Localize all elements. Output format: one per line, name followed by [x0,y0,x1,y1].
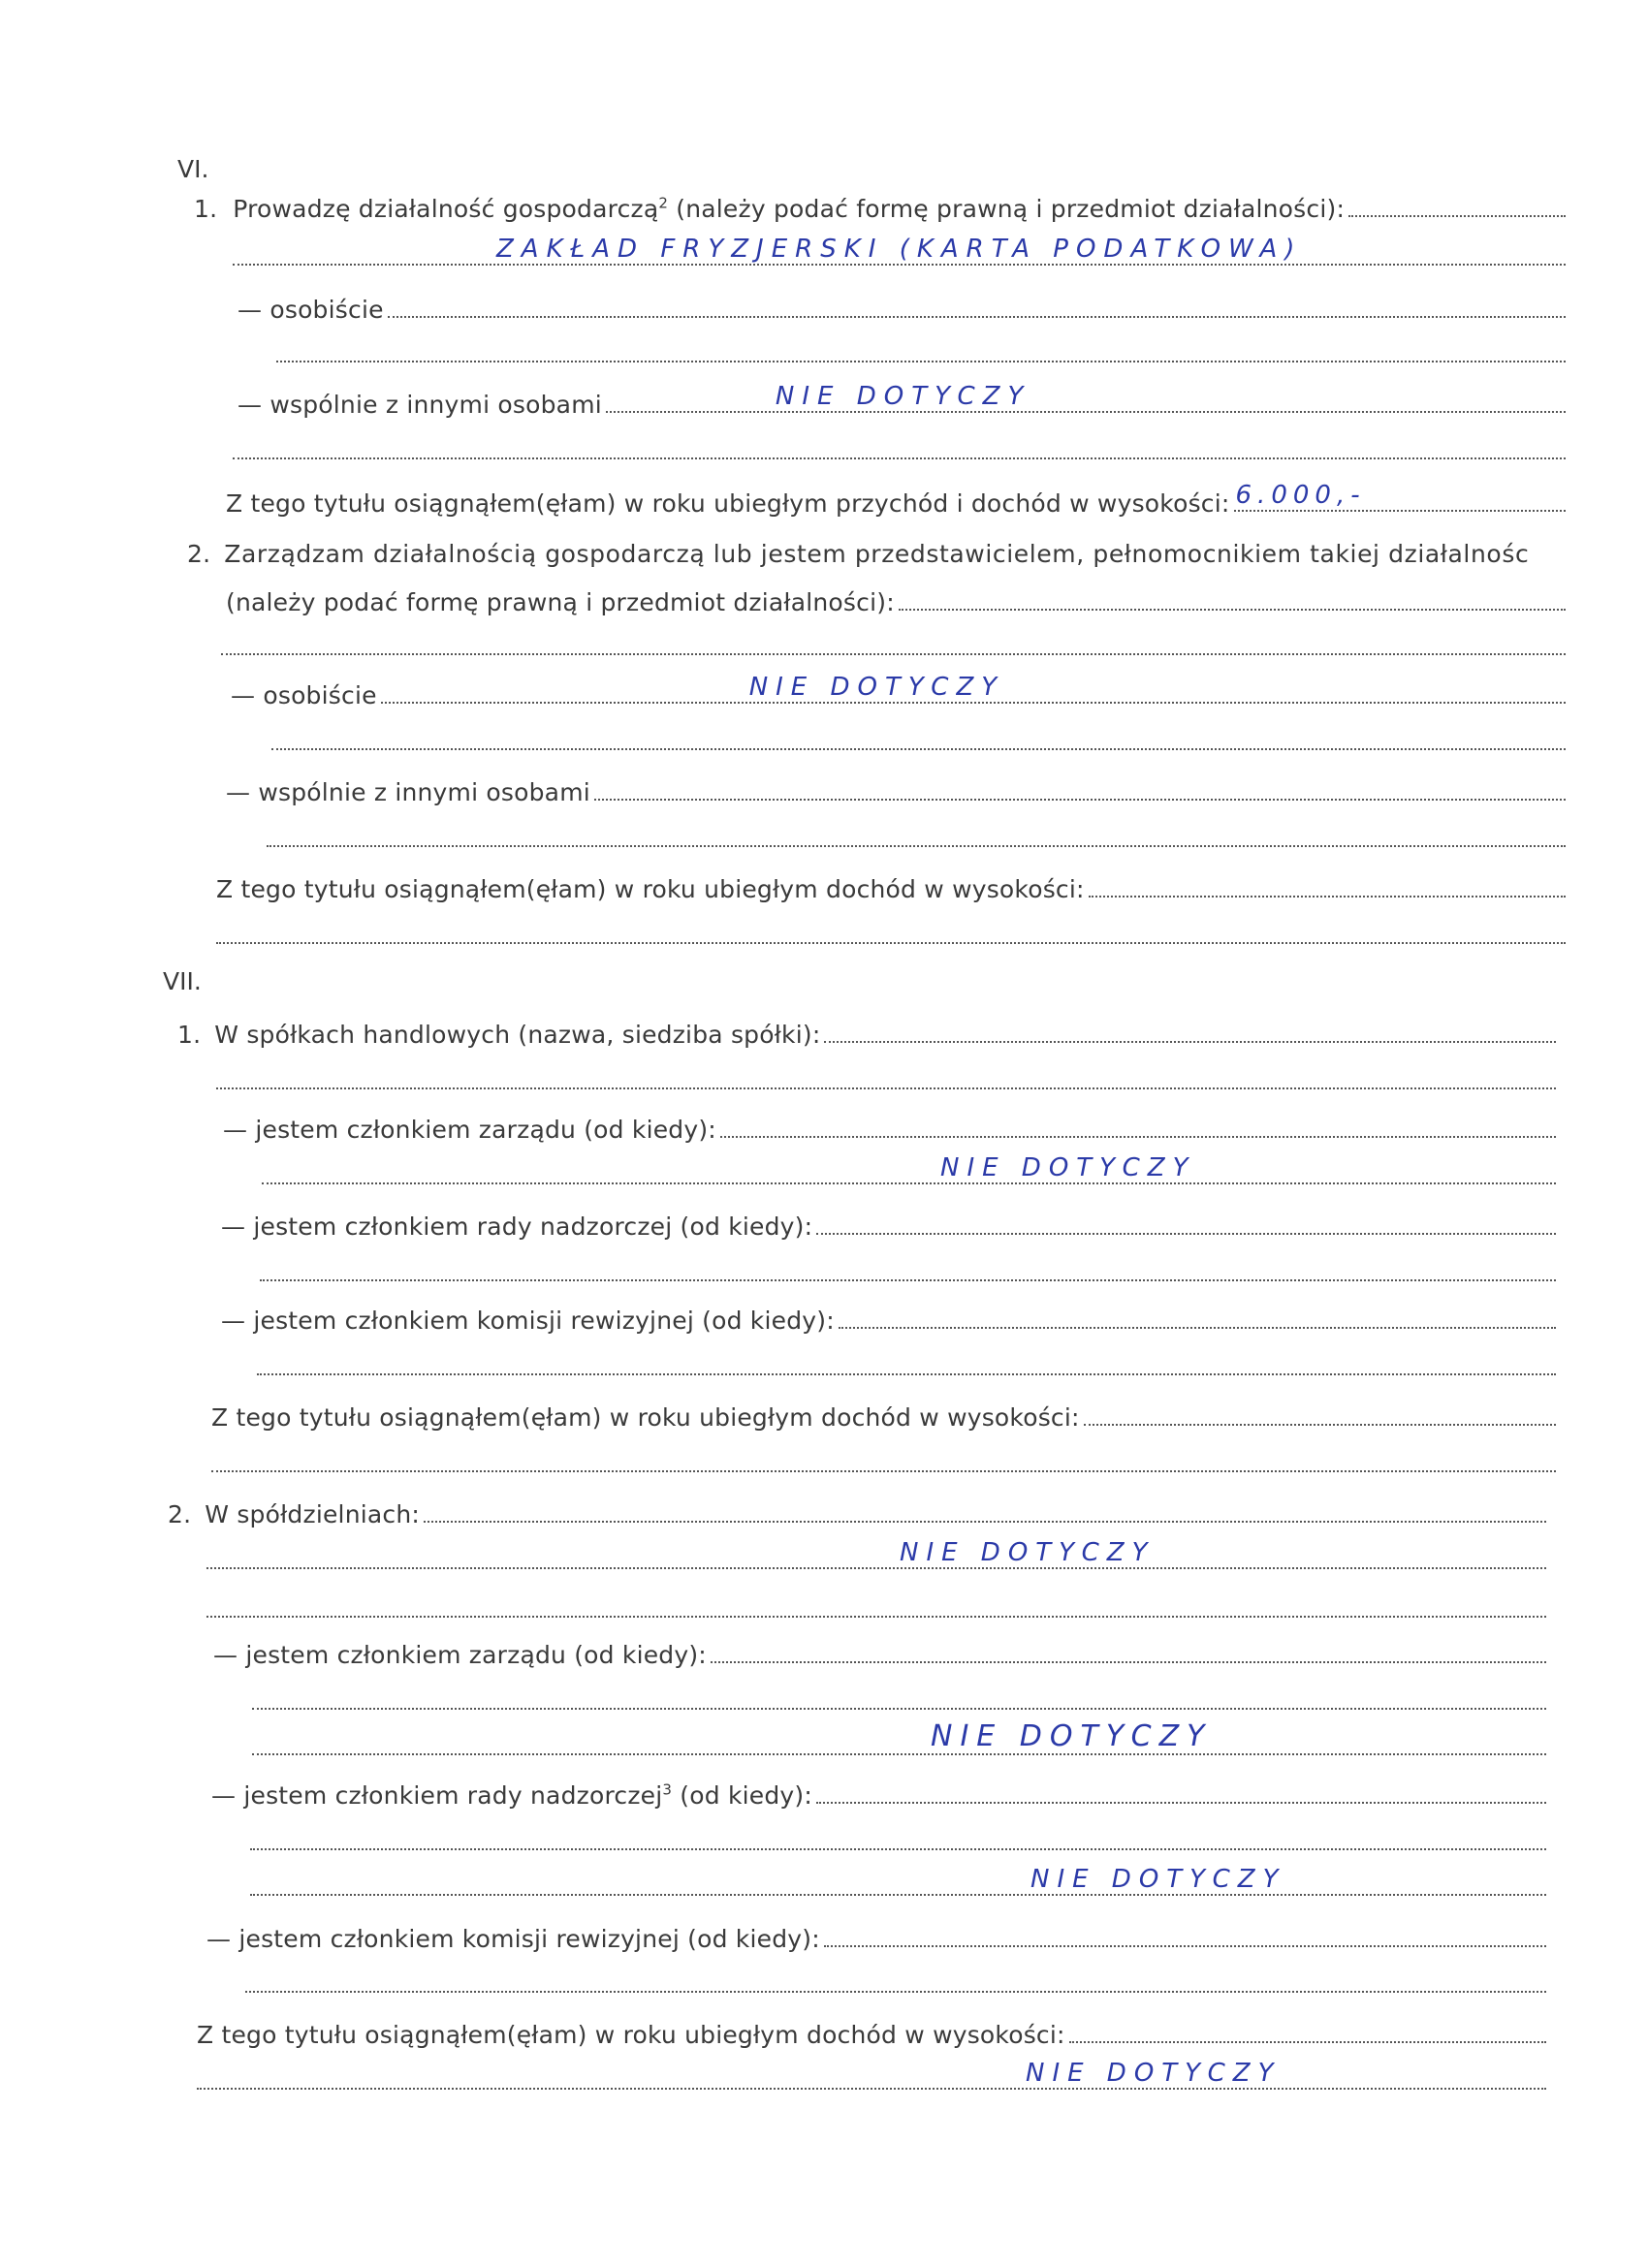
vi-1-income-line [226,481,1566,518]
vi-2-income-line [216,872,1566,903]
vi-2-jointly-line [226,775,1566,806]
vii-1-audit-cont-line [257,1350,1556,1375]
vi-1-jointly-label: — wspólnie z innymi osobami [238,391,602,419]
vi-1-answer-field[interactable] [233,235,1566,266]
vi-1-answer-line [233,235,1566,266]
vi-2-line [187,540,1566,568]
vi-2-personal-label: — osobiście [231,681,377,709]
vi-2-cont-field[interactable] [221,630,1566,655]
vii-2-board-cont-field[interactable] [252,1685,1546,1710]
vi-1-text-tail: (należy podać formę prawną i przedmiot działalności): [668,195,1346,223]
vii-1-supervisory-field[interactable] [816,1210,1556,1235]
vii-1-audit-label: — jestem członkiem komisji rewizyjnej (od kiedy): [221,1307,835,1335]
vii-1-board-cont-line [262,1153,1556,1184]
vi-2-income-cont-line [216,919,1566,944]
vii-2-supervisory-label-tail: (od kiedy): [672,1781,812,1810]
vi-2-jointly-field[interactable] [594,775,1566,801]
vi-1-handwritten-answer: ZAKŁAD FRYZJERSKI (KARTA PODATKOWA) [496,235,1303,264]
vii-2-income-line [197,2018,1546,2049]
vii-1-board-label: — jestem członkiem zarządu (od kiedy): [223,1116,716,1144]
vi-2-text-line1: Zarządzam działalnością gospodarczą lub jestem przedstawicielem, pełnomocnikiem takiej działalnośc [224,540,1530,568]
vi-2-dotted-field[interactable] [899,585,1566,611]
vii-2-audit-field[interactable] [824,1922,1546,1947]
vii-2-cont-line [206,1592,1546,1618]
vi-2-personal-field[interactable] [381,673,1566,704]
vi-2-jointly-cont-field[interactable] [267,822,1566,847]
vii-1-cont-field[interactable] [216,1064,1556,1089]
vi-2-line2 [226,585,1566,616]
vi-2-personal-cont-field[interactable] [271,725,1566,750]
footnote-3-marker: 3 [662,1780,673,1799]
vi-1-jointly-line [238,382,1566,419]
vii-1-cont-line [216,1064,1556,1089]
vii-2-board-cont2-field[interactable] [252,1719,1546,1755]
vii-2-supervisory-cont-line [250,1825,1546,1850]
vi-1-income-field[interactable] [1234,481,1566,512]
vii-2-board-cont2-line [252,1719,1546,1755]
vi-2-personal-cont-line [271,725,1566,750]
vii-2-board-line [213,1638,1546,1669]
vii-2-text: W spółdzielniach: [205,1500,421,1528]
vii-2-coop-handwritten: NIE DOTYCZY [900,1538,1156,1567]
vii-1-dotted-field[interactable] [824,1018,1556,1043]
vii-1-board-handwritten: NIE DOTYCZY [940,1153,1196,1182]
vii-2-audit-cont-field[interactable] [245,1968,1546,1993]
vii-1-income-line [211,1401,1556,1432]
vii-1-income-cont-line [211,1447,1556,1472]
vii-1-board-cont-field[interactable] [262,1153,1556,1184]
vi-1-personal-cont-line [276,337,1566,362]
vii-1-supervisory-cont-line [260,1256,1556,1281]
vi-1-dotted-field[interactable] [1348,192,1566,217]
vi-1-personal-line [238,293,1566,324]
vii-1-audit-cont-field[interactable] [257,1350,1556,1375]
vii-2-audit-cont-line [245,1968,1546,1993]
vii-1-income-label: Z tego tytułu osiągnąłem(ęłam) w roku ubiegłym dochód w wysokości: [211,1403,1080,1432]
footnote-2-marker: 2 [658,194,669,212]
vi-1-jointly-field[interactable] [606,382,1566,413]
vii-2-audit-label: — jestem członkiem komisji rewizyjnej (od kiedy): [206,1925,820,1953]
vii-1-supervisory-cont-field[interactable] [260,1256,1556,1281]
vi-2-income-field[interactable] [1089,872,1566,898]
vii-1-income-cont-field[interactable] [211,1447,1556,1472]
vi-1-number: 1. [194,195,218,223]
vii-2-dotted-field[interactable] [424,1497,1546,1523]
vi-1-personal-cont-field[interactable] [276,337,1566,362]
vi-2-text-line2: (należy podać formę prawną i przedmiot działalności): [226,588,895,616]
section-vii-heading: VII. [163,967,202,995]
vii-2-supervisory-cont2-line [250,1865,1546,1896]
vii-2-income-label: Z tego tytułu osiągnąłem(ęłam) w roku ubiegłym dochód w wysokości: [197,2021,1065,2049]
vii-2-supervisory-label [211,1781,812,1810]
vii-1-supervisory-line [221,1210,1556,1241]
vii-2-board-field[interactable] [711,1638,1546,1663]
vii-1-income-field[interactable] [1084,1401,1556,1426]
vi-1-line [194,192,1566,223]
vii-2-income-field[interactable] [1069,2018,1546,2043]
vii-2-audit-line [206,1922,1546,1953]
vi-2-income-cont-field[interactable] [216,919,1566,944]
vii-2-income-handwritten: NIE DOTYCZY [1026,2059,1282,2088]
vii-2-income-cont-line [197,2059,1546,2090]
vi-2-number: 2. [187,540,211,568]
vii-2-line [168,1497,1546,1528]
vii-2-answer-line [206,1538,1546,1569]
vi-2-cont-line [221,630,1566,655]
vi-2-personal-handwritten: NIE DOTYCZY [748,673,1005,702]
vii-2-supervisory-cont2-field[interactable] [250,1865,1546,1896]
vii-2-board-label: — jestem członkiem zarządu (od kiedy): [213,1641,707,1669]
vii-2-supervisory-handwritten: NIE DOTYCZY [1030,1865,1286,1894]
vii-2-cont-field[interactable] [206,1592,1546,1618]
vi-1-text [233,195,1345,223]
vi-1-text-main: Prowadzę działalność gospodarczą [233,195,659,223]
vi-2-jointly-label: — wspólnie z innymi osobami [226,778,590,806]
vi-1-personal-label: — osobiście [238,296,384,324]
vi-1-jointly-handwritten: NIE DOTYCZY [775,382,1031,411]
vi-1-jointly-cont-field[interactable] [233,434,1566,459]
vii-1-supervisory-label: — jestem członkiem rady nadzorczej (od kiedy): [221,1213,813,1241]
vi-2-jointly-cont-line [267,822,1566,847]
vii-1-line [177,1018,1556,1049]
vii-2-supervisory-label-main: — jestem członkiem rady nadzorczej [211,1781,663,1810]
vii-1-text: W spółkach handlowych (nazwa, siedziba spółki): [214,1021,821,1049]
vii-1-audit-field[interactable] [839,1304,1556,1329]
section-vi-heading: VI. [177,155,209,183]
vi-1-jointly-cont-line [233,434,1566,459]
vi-1-income-handwritten: 6.000,- [1235,481,1366,510]
vi-2-income-label: Z tego tytułu osiągnąłem(ęłam) w roku ubiegłym dochód w wysokości: [216,875,1085,903]
vii-2-income-cont-field[interactable] [197,2059,1546,2090]
vii-2-supervisory-cont-field[interactable] [250,1825,1546,1850]
vi-2-personal-line [231,673,1566,709]
vii-1-number: 1. [177,1021,202,1049]
vii-1-board-line [223,1113,1556,1144]
vii-2-board-handwritten: NIE DOTYCZY [931,1719,1213,1753]
vii-2-number: 2. [168,1500,192,1528]
vii-2-answer-field[interactable] [206,1538,1546,1569]
vii-1-board-field[interactable] [720,1113,1556,1138]
vi-1-personal-field[interactable] [388,293,1566,318]
vii-2-board-cont-line [252,1685,1546,1710]
vi-1-income-label: Z tego tytułu osiągnąłem(ęłam) w roku ubiegłym przychód i dochód w wysokości: [226,489,1230,518]
vii-2-supervisory-field[interactable] [816,1779,1546,1804]
vii-1-audit-line [221,1304,1556,1335]
vii-2-supervisory-line [211,1779,1546,1810]
